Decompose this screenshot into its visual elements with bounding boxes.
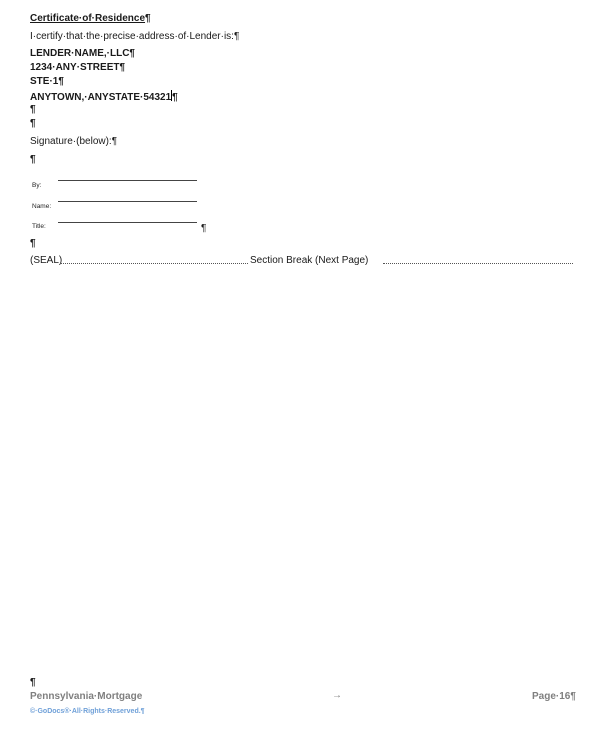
empty-paragraph: ¶ <box>30 154 36 165</box>
footer-page-number: Page·16¶ <box>532 691 576 702</box>
section-break-label: Section Break (Next Page) <box>250 255 369 266</box>
section-break-dots-left <box>60 263 248 264</box>
section-break-dots-right <box>383 263 573 264</box>
footer-copyright: ©·GoDocs®·All·Rights·Reserved.¶ <box>30 708 145 715</box>
document-heading <box>30 13 151 25</box>
address-line-1: LENDER·NAME,·LLC¶ <box>30 48 135 59</box>
address-line-2: 1234·ANY·STREET¶ <box>30 62 126 73</box>
title-signature-line <box>58 222 197 223</box>
signature-label: Signature·(below):¶ <box>30 136 118 147</box>
by-label: By: <box>32 182 42 189</box>
seal-label: (SEAL) <box>30 255 63 266</box>
empty-paragraph: ¶ <box>30 104 36 115</box>
footer-title: Pennsylvania·Mortgage <box>30 691 143 702</box>
by-signature-line <box>58 180 197 181</box>
empty-paragraph: ¶ <box>30 118 36 129</box>
address-line-3: STE·1¶ <box>30 76 64 87</box>
empty-paragraph: ¶ <box>30 238 36 249</box>
heading-paragraph-mark: ¶ <box>145 13 151 24</box>
address-line-4-mark: ¶ <box>172 92 178 103</box>
certify-line: I·certify·that·the·precise·address·of·Lender·is:¶ <box>30 31 240 42</box>
title-paragraph-mark: ¶ <box>201 223 207 234</box>
name-signature-line <box>58 201 197 202</box>
footer-empty-paragraph: ¶ <box>30 677 36 688</box>
heading-text: Certificate·of·Residence <box>30 13 146 24</box>
address-line-4[interactable] <box>30 90 178 104</box>
name-label: Name: <box>32 203 52 210</box>
section-break-row <box>30 255 573 269</box>
tab-arrow-icon: → <box>332 690 342 701</box>
address-line-4-text: ANYTOWN,·ANYSTATE·54321 <box>30 92 172 103</box>
title-label: Title: <box>32 223 46 230</box>
